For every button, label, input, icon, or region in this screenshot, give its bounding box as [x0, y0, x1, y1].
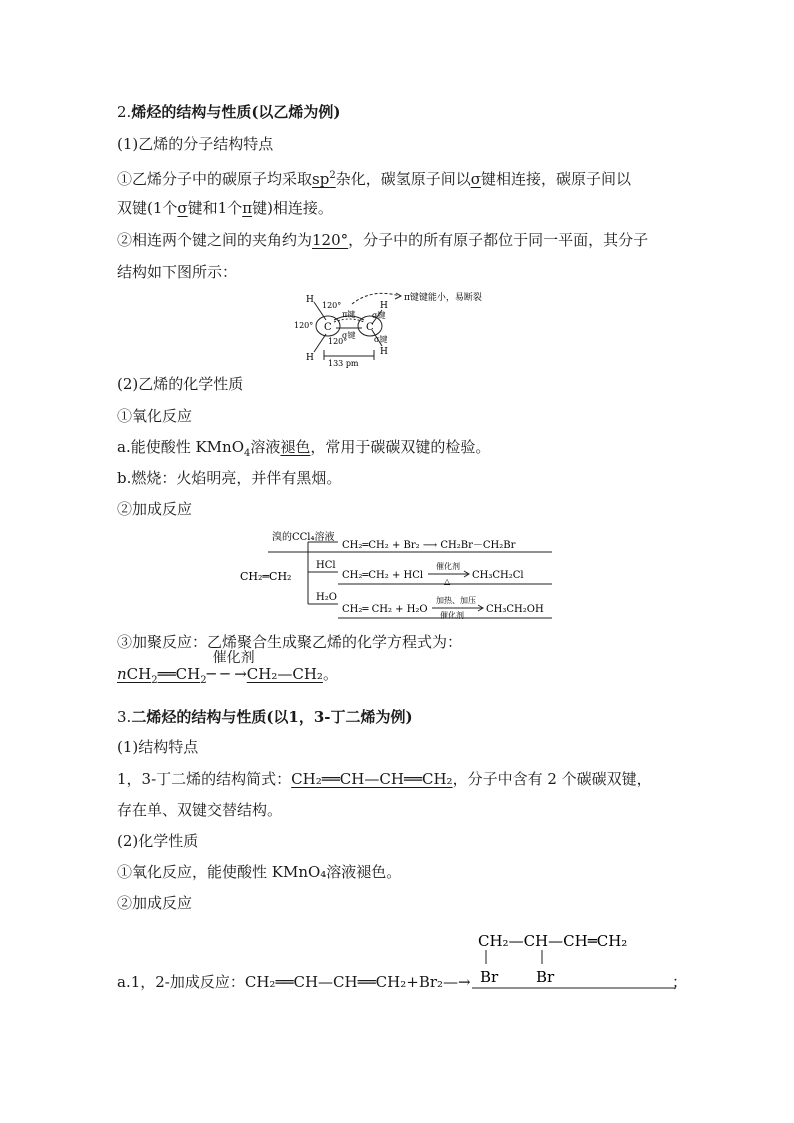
paragraph-hybridization-1: [117, 166, 631, 189]
condition-water-catalyst: 催化剂: [440, 611, 464, 620]
text: 杂化，碳氢原子间以: [335, 170, 471, 188]
reagent-hcl: HCl: [316, 560, 336, 571]
answer-angle: 120°: [312, 231, 349, 249]
text: ①乙烯分子中的碳原子均采取: [117, 170, 313, 188]
product-chain: CH₂—CH—CH═CH₂: [478, 932, 628, 950]
diene-product-structure: [470, 926, 680, 992]
condition-water-heat-pressure: 加热、加压: [436, 596, 476, 605]
sigma-bond-bottom-label: σ键: [374, 335, 388, 344]
reagent-bromine: 溴的CCl₄溶液: [272, 532, 335, 543]
equation-water-left: CH₂═ CH₂ + H₂O: [342, 604, 428, 615]
angle-top-label: 120°: [322, 301, 342, 310]
subscript: 2: [151, 675, 158, 686]
text: ，分子中的所有原子都位于同一平面，其分子: [348, 231, 649, 249]
product: CH₂—CH₂: [246, 665, 323, 683]
text: 1，3-丁二烯的结构简式：: [117, 770, 292, 788]
coefficient-n: n: [117, 665, 127, 683]
sigma-bond-middle-label: σ键: [342, 331, 356, 340]
angle-bottom-label: 120°: [328, 337, 348, 346]
text: ，常用于碳碳双键的检验。: [310, 438, 491, 456]
diene-addition-end: ；: [672, 973, 688, 991]
text: 键相连接，碳原子间以: [480, 170, 631, 188]
ethylene-addition-diagram: [238, 522, 558, 624]
diene-properties-title: (2)化学性质: [117, 832, 199, 850]
polymerization-equation: [117, 650, 338, 691]
equation-bromine: CH₂═CH₂ + Br₂ ⟶ CH₂Br－CH₂Br: [342, 540, 516, 551]
ethylene-structure-diagram: [292, 282, 532, 368]
reagent-water: H₂O: [316, 592, 337, 603]
section-3-number: 3.: [117, 708, 132, 726]
section-2-heading: 烯烃的结构与性质(以乙烯为例): [131, 103, 341, 121]
subsection-structure-title: (1)乙烯的分子结构特点: [117, 135, 274, 153]
reactant-ethylene: CH₂═CH₂: [240, 570, 292, 583]
text: ②相连两个键之间的夹角约为: [117, 231, 313, 249]
paragraph-hybridization-2: [117, 198, 333, 218]
bond-length-label: 133 pm: [328, 359, 359, 368]
diene-addition-title: ②加成反应: [117, 894, 193, 912]
answer-butadiene-formula: CH₂══CH—CH══CH₂: [291, 770, 453, 788]
answer-fade: 褪色: [280, 438, 311, 456]
text: CH: [126, 665, 152, 683]
bromine-2: Br: [536, 968, 555, 986]
paragraph-angle-1: [117, 230, 648, 250]
diene-structure-title: (1)结构特点: [117, 738, 199, 756]
pi-bond-note: π键键能小，易断裂: [404, 293, 482, 303]
subscript: 2: [200, 675, 207, 686]
atom-c-left: C: [324, 322, 332, 333]
arrow: ─ ─ →: [206, 665, 247, 683]
answer-sigma: σ: [470, 170, 481, 188]
diene-structure-p1: [117, 769, 652, 789]
angle-left-label: 120°: [294, 321, 314, 330]
text: 键)相连接。: [252, 199, 333, 217]
atom-h-bottom-left: H: [306, 353, 314, 363]
atom-c-right: C: [366, 322, 374, 333]
atom-h-top-left: H: [306, 295, 314, 305]
text: 溶液: [250, 438, 281, 456]
pi-bond-label: π键: [342, 310, 356, 319]
text: a.能使酸性 KMnO: [117, 438, 245, 456]
subsection-properties-title: (2)乙烯的化学性质: [117, 375, 244, 393]
catalyst-arrow: [206, 650, 255, 684]
oxidation-a: [117, 437, 490, 464]
text: 键和1个: [187, 199, 243, 217]
diene-structure-p2: 存在单、双键交替结构。: [117, 801, 283, 819]
oxidation-b: b.燃烧：火焰明亮，并伴有黑烟。: [117, 469, 342, 487]
atom-h-bottom-right: H: [380, 347, 388, 357]
condition-hcl-catalyst: 催化剂: [436, 562, 460, 571]
equation-water-right: CH₃CH₂OH: [486, 604, 544, 615]
equation-hcl-left: CH₂═CH₂ + HCl: [342, 570, 424, 581]
polymerization-title: ③加聚反应：乙烯聚合生成聚乙烯的化学方程式为：: [117, 633, 463, 651]
equation-hcl-right: CH₃CH₂Cl: [472, 570, 524, 581]
section-3-title: [117, 707, 413, 727]
sigma-bond-top-label: σ键: [372, 311, 386, 320]
section-2-number: 2.: [117, 103, 132, 121]
atom-h-top-right: H: [380, 301, 388, 311]
catalyst-label: 催化剂: [212, 650, 255, 666]
bromine-1: Br: [480, 968, 499, 986]
text: 双键(1个: [117, 199, 178, 217]
section-2-title: [117, 102, 341, 122]
subscript: 4: [244, 448, 251, 459]
paragraph-angle-2: 结构如下图所示：: [117, 263, 238, 281]
answer-sp2: [312, 170, 336, 188]
answer-sigma-2: σ: [177, 199, 188, 217]
condition-hcl-heat: △: [444, 577, 451, 586]
section-3-heading: 二烯烃的结构与性质(以1，3-丁二烯为例): [131, 708, 413, 726]
answer-sup: 2: [329, 170, 336, 181]
addition-title: ②加成反应: [117, 500, 193, 518]
text: 。: [322, 665, 338, 683]
text: ，分子中含有 2 个碳碳双键，: [452, 770, 652, 788]
text: ══CH: [157, 665, 201, 683]
diene-addition-a: a.1，2-加成反应：CH₂══CH—CH══CH₂+Br₂—→: [117, 973, 471, 991]
answer-sp: sp: [312, 170, 330, 188]
equation-answer: [117, 650, 323, 686]
oxidation-title: ①氧化反应: [117, 407, 193, 425]
answer-pi: π: [242, 199, 253, 217]
diene-oxidation: ①氧化反应，能使酸性 KMnO₄溶液褪色。: [117, 863, 402, 881]
